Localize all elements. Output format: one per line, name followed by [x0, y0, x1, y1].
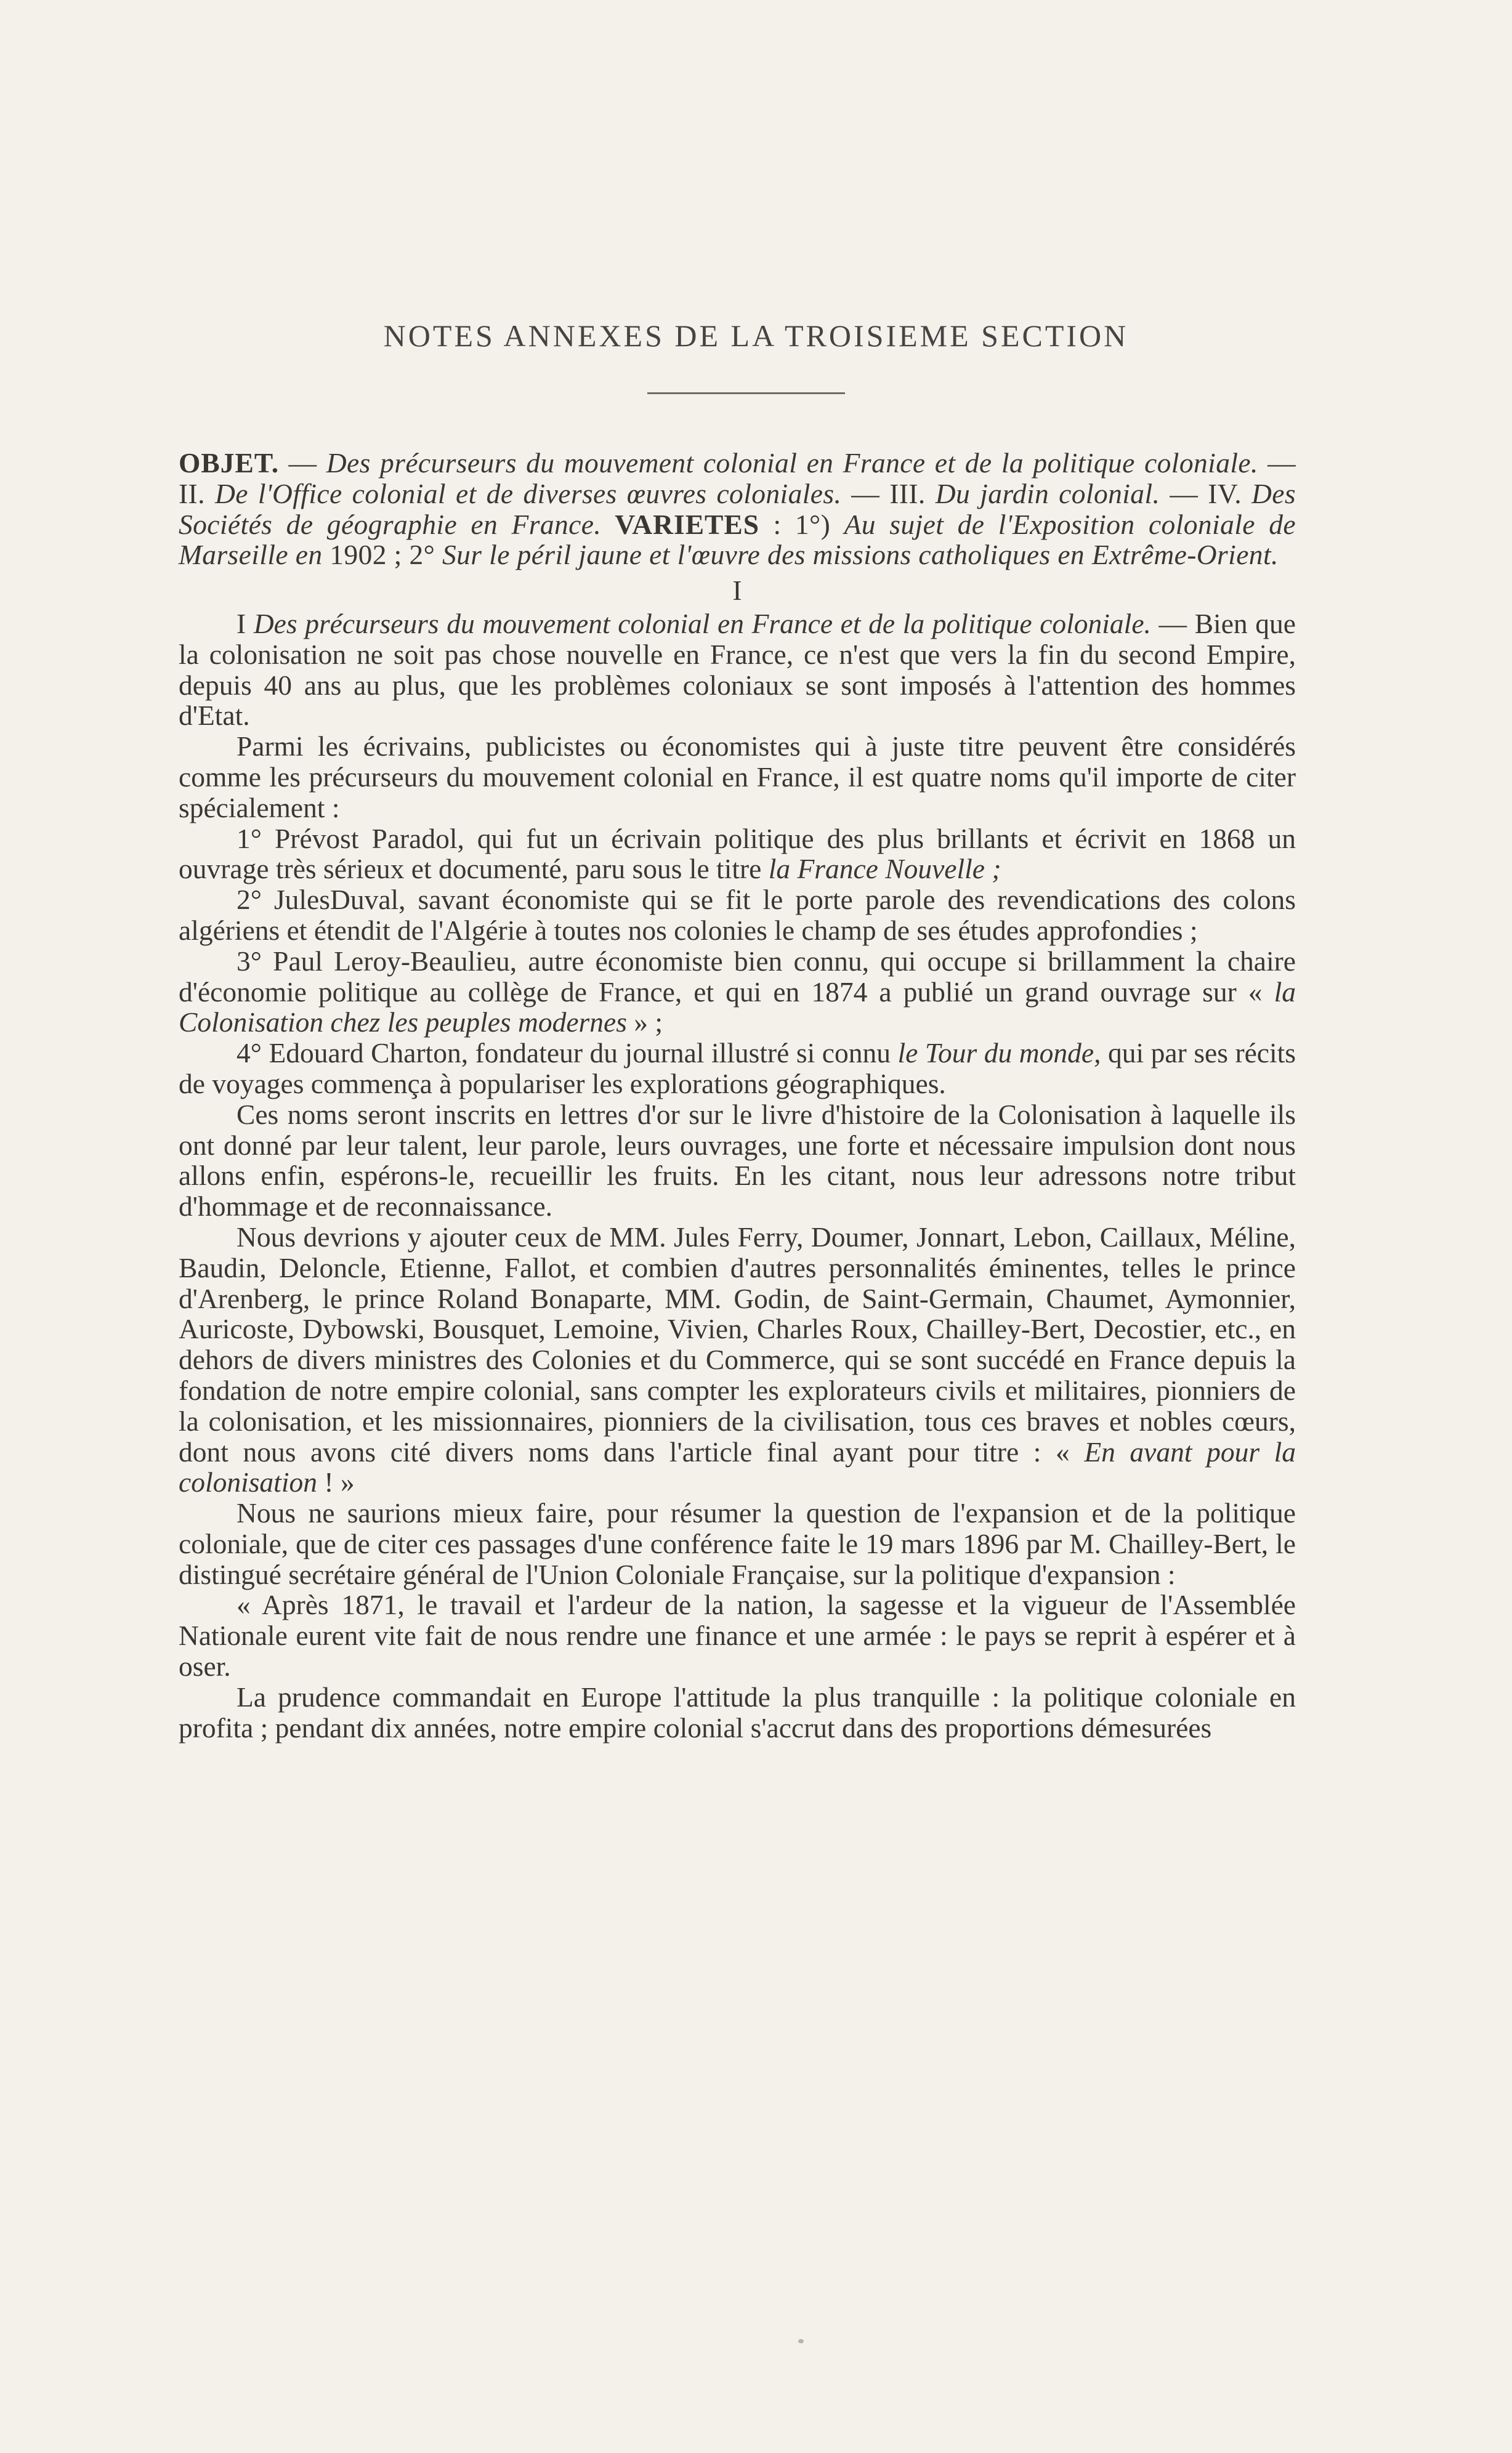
objet-dash-2: — II. [179, 447, 1296, 509]
objet-dash-3: — III. [841, 477, 936, 509]
paragraph-nous-devrions-end: ! » [317, 1466, 355, 1498]
paragraph-nous-devrions [179, 1222, 1296, 1498]
objet-label: OBJET. [179, 447, 280, 479]
section-title: Des précurseurs du mouvement colonial en France et de la politique coloniale. [253, 607, 1151, 639]
heading-rule [647, 392, 845, 394]
list-item-4-end: qui par ses récits de voyages commença à populariser les explorations géographiques. [179, 1037, 1296, 1099]
list-item-3-text: 3° Paul Leroy-Beaulieu, autre économiste bien connu, qui occupe si brillamment la chaire d'économie politique au collège de France, et qui en 1874 a publié un grand ouvrage sur « [179, 945, 1296, 1008]
varietes-year: 1902 ; 2° [322, 539, 442, 571]
list-item-4-title: le Tour du monde, [897, 1037, 1101, 1069]
paragraph-ces-noms: Ces noms seront inscrits en lettres d'or sur le livre d'histoire de la Colonisation à laquelle ils ont donné par leur talent, leur parole, leurs ouvrages, une forte et nécessaire impulsion dont nous allons enfin, espérons-le, recueillir les fruits. En les citant, nous leur adressons notre tribut d'hommage et de reconnaissance. [179, 1098, 1296, 1222]
objet-dash-1: — [279, 447, 326, 479]
objet-item-1: Des précurseurs du mouvement colonial en France et de la politique coloniale. [326, 447, 1258, 479]
varietes-item-1: Au sujet de l'Exposition coloniale de Marseille en [179, 508, 1296, 571]
paragraph-nous-devrions-title: En avant pour la colonisation [179, 1436, 1296, 1498]
objet-dash-4: — IV. [1160, 477, 1252, 509]
section-title-prefix: I [237, 607, 254, 639]
section-title-paragraph [179, 608, 1296, 731]
objet-item-3: Du jardin colonial. [935, 477, 1160, 509]
list-item-1-title: la France Nouvelle ; [768, 853, 1001, 885]
list-item-4-text: 4° Edouard Charton, fondateur du journal illustré si connu [237, 1037, 898, 1069]
varietes-label: VARIETES [601, 508, 760, 540]
section-title-text: — Bien que la colonisation ne soit pas chose nouvelle en France, ce n'est que vers la fin du second Empire, depuis 40 ans au plus, que les problèmes coloniaux se sont imposés à l'attention des hommes d'Etat. [179, 607, 1296, 732]
page-heading: NOTES ANNEXES DE LA TROISIEME SECTION [383, 318, 1129, 353]
paper-speck [798, 2339, 804, 2343]
list-item-4 [179, 1038, 1296, 1099]
list-item-3-end: » ; [626, 1006, 663, 1038]
list-item-2-text: 2° JulesDuval, savant économiste qui se fit le porte parole des revendications des colons algériens et étendit de l'Algérie à toutes nos colonies le champ de ses études approfondies ; [179, 884, 1296, 946]
varietes-num-1: : 1°) [759, 508, 844, 540]
section-number: I [732, 575, 742, 607]
objet-paragraph [179, 448, 1296, 570]
list-item-3-title: la Colonisation chez les peuples modernes [179, 976, 1296, 1038]
quote-la-prudence: La prudence commandait en Europe l'attitude la plus tranquille : la politique coloniale en profita ; pendant dix années, notre empire colonial s'accrut dans des proportions démesurées [179, 1681, 1296, 1744]
body-text [179, 448, 1296, 1743]
varietes-item-2: Sur le péril jaune et l'œuvre des missions catholiques en Extrême-Orient. [442, 539, 1279, 571]
list-item-2 [179, 884, 1296, 946]
paragraph-nous-ne: Nous ne saurions mieux faire, pour résumer la question de l'expansion et de la politique coloniale, que de citer ces passages d'une conférence faite le 19 mars 1896 par M. Chailley-Bert, le distingué secrétaire général de l'Union Coloniale Française, sur la politique d'expansion : [179, 1497, 1296, 1590]
paragraph-nous-devrions-text: Nous devrions y ajouter ceux de MM. Jules Ferry, Doumer, Jonnart, Lebon, Caillaux, Méline, Baudin, Deloncle, Etienne, Fallot, et combien d'autres personnalités éminentes, telles le prince d'Arenberg, le prince Roland Bonaparte, MM. Godin, de Saint-Germain, Chaumet, Aymonnier, Auricoste, Dybowski, Bousquet, Lemoine, Vivien, Charles Roux, Chailley-Bert, Decostier, etc., en dehors de divers ministres des Colonies et du Commerce, qui se sont succédé en France depuis la fondation de notre empire colonial, sans compter les explorateurs civils et militaires, pionniers de la colonisation, et les missionnaires, pionniers de la civilisation, tous ces braves et nobles cœurs, dont nous avons cité divers noms dans l'article final ayant pour titre : « [179, 1221, 1296, 1468]
list-item-3 [179, 946, 1296, 1038]
paragraph-parmi: Parmi les écrivains, publicistes ou économistes qui à juste titre peuvent être considérés comme les précurseurs du mouvement colonial en France, il est quatre noms qu'il importe de citer spécialement : [179, 730, 1296, 823]
objet-item-4: Des Sociétés de géographie en France. [179, 477, 1296, 540]
list-item-1-text: 1° Prévost Paradol, qui fut un écrivain politique des plus brillants et écrivit en 1868 un ouvrage très sérieux et documenté, paru sous le titre [179, 822, 1296, 885]
quote-apres: « Après 1871, le travail et l'ardeur de la nation, la sagesse et la vigueur de l'Assemblée Nationale eurent vite fait de nous rendre une finance et une armée : le pays se reprit à espérer et à oser. [179, 1589, 1296, 1683]
objet-item-2: De l'Office colonial et de diverses œuvres coloniales. [214, 477, 842, 509]
list-item-1 [179, 823, 1296, 885]
